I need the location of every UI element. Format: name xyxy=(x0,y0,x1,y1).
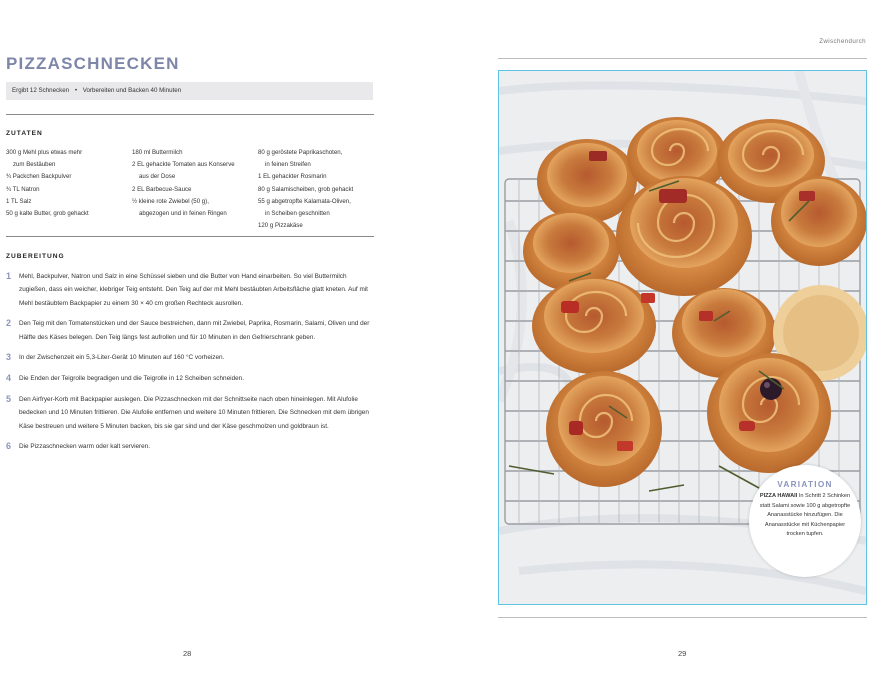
ingredient-item: 50 g kalte Butter, grob gehackt xyxy=(6,210,89,218)
step-text: Die Pizzaschnecken warm oder kalt servieren. xyxy=(19,443,151,451)
method-step xyxy=(6,270,372,310)
divider-bottom-right xyxy=(498,617,867,618)
method-step xyxy=(6,351,372,364)
ingredient-item: 80 g Salamischeiben, grob gehackt xyxy=(258,185,354,193)
variation-body: In Schritt 2 Schinken statt Salami sowie 100 g abgetropfte Ananasstücke hinzufügen. Die Ananasstücke mit Küchenpapier trocken tupfen. xyxy=(759,493,851,538)
ingredient-item: zum Bestäuben xyxy=(13,161,56,169)
step-text: In der Zwischenzeit ein 5,3-Liter-Gerät 10 Minuten auf 160 °C vorheizen. xyxy=(19,354,225,362)
ingredients-heading: ZUTATEN xyxy=(6,130,43,137)
variation-text xyxy=(757,492,853,540)
ingredients-column-1 xyxy=(6,147,89,220)
ingredient-item: abgezogen und in feinen Ringen xyxy=(139,210,227,218)
running-head: Zwischendurch xyxy=(819,38,866,45)
divider-top xyxy=(6,114,374,115)
ingredient-item: in Scheiben geschnitten xyxy=(265,210,330,218)
ingredients-column-2 xyxy=(132,147,235,220)
page-number-right: 29 xyxy=(678,649,687,658)
ingredient-item: 120 g Pizzakäse xyxy=(258,222,303,230)
divider-top-right xyxy=(498,58,867,59)
variation-title: VARIATION xyxy=(777,480,833,489)
ingredient-item: ¾ TL Natron xyxy=(6,185,40,193)
ingredient-item: aus der Dose xyxy=(139,173,176,181)
ingredient-item: 80 g geröstete Paprikaschoten, xyxy=(258,149,343,156)
ingredient-item: 2 EL gehackte Tomaten aus Konserve xyxy=(132,161,235,169)
ingredient-item: 180 ml Buttermilch xyxy=(132,149,183,156)
ingredient-item: 2 EL Barbecue-Sauce xyxy=(132,185,192,193)
step-number: 6 xyxy=(6,441,12,452)
method-step xyxy=(6,393,372,433)
yield-bar xyxy=(6,82,373,100)
method-step xyxy=(6,440,372,453)
recipe-title: PIZZASCHNECKEN xyxy=(6,54,180,73)
prep-time: Vorbereiten und Backen 40 Minuten xyxy=(82,87,182,94)
variation-badge xyxy=(749,465,861,577)
ingredients-column-3 xyxy=(258,147,353,232)
method-step xyxy=(6,372,372,385)
ingredient-item: 1 TL Salz xyxy=(6,197,32,205)
ingredient-item: 300 g Mehl plus etwas mehr xyxy=(6,149,83,156)
page-number-left: 28 xyxy=(183,649,192,658)
step-number: 2 xyxy=(6,318,12,329)
step-text: Den Teig mit den Tomatenstücken und der Sauce bestreichen, dann mit Zwiebel, Paprika, Rosmarin, Salami, Oliven und der Hälfte des Käses belegen. Den Teig längs fest aufrollen und für 10 Minuten in den Gefrierschrank geben. xyxy=(19,320,370,341)
method-heading: ZUBEREITUNG xyxy=(6,253,65,260)
ingredient-item: 1 EL gehackter Rosmarin xyxy=(258,173,327,181)
step-number: 3 xyxy=(6,352,12,363)
step-text: Mehl, Backpulver, Natron und Salz in eine Schüssel sieben und die Butter von Hand einarbeiten. So viel Buttermilch zugießen, dass ein weicher, klebriger Teig entsteht. Den Teig auf der mit Mehl bestäubten Arbeitsfläche glatt kneten. Auf mit Mehl bestäubtem Backpapier zu einem 30 × 40 cm großen Rechteck ausrollen. xyxy=(19,273,368,307)
method-steps xyxy=(6,270,372,461)
ingredient-item: ½ kleine rote Zwiebel (50 g), xyxy=(132,197,209,205)
step-text: Den Airfryer-Korb mit Backpapier auslegen. Die Pizzaschnecken mit der Schnittseite nach oben hineinlegen. Mit Alufolie bedecken und 10 Minuten frittieren. Die Alufolie entfernen und weitere 10 Minuten frittieren. Die Schnecken mit dem übrigen Käse bestreuen und weitere 5 Minuten backen, bis sie gar sind und der Käse geschmolzen und goldbraun ist. xyxy=(19,396,369,430)
yield-text: Ergibt 12 Schnecken xyxy=(12,87,70,94)
step-number: 5 xyxy=(6,394,12,405)
divider-middle xyxy=(6,236,374,237)
yield-separator: • xyxy=(74,87,78,94)
right-page xyxy=(436,0,872,697)
ingredient-item: in feinen Streifen xyxy=(265,161,311,169)
variation-lead: PIZZA HAWAII xyxy=(759,493,798,499)
ingredient-item: ¾ Packchen Backpulver xyxy=(6,173,72,181)
step-number: 1 xyxy=(6,271,12,281)
step-text: Die Enden der Teigrolle begradigen und die Teigrolle in 12 Scheiben schneiden. xyxy=(19,375,245,383)
method-step xyxy=(6,317,372,344)
ingredient-item: 55 g abgetropfte Kalamata-Oliven, xyxy=(258,197,351,205)
step-number: 4 xyxy=(6,373,12,384)
